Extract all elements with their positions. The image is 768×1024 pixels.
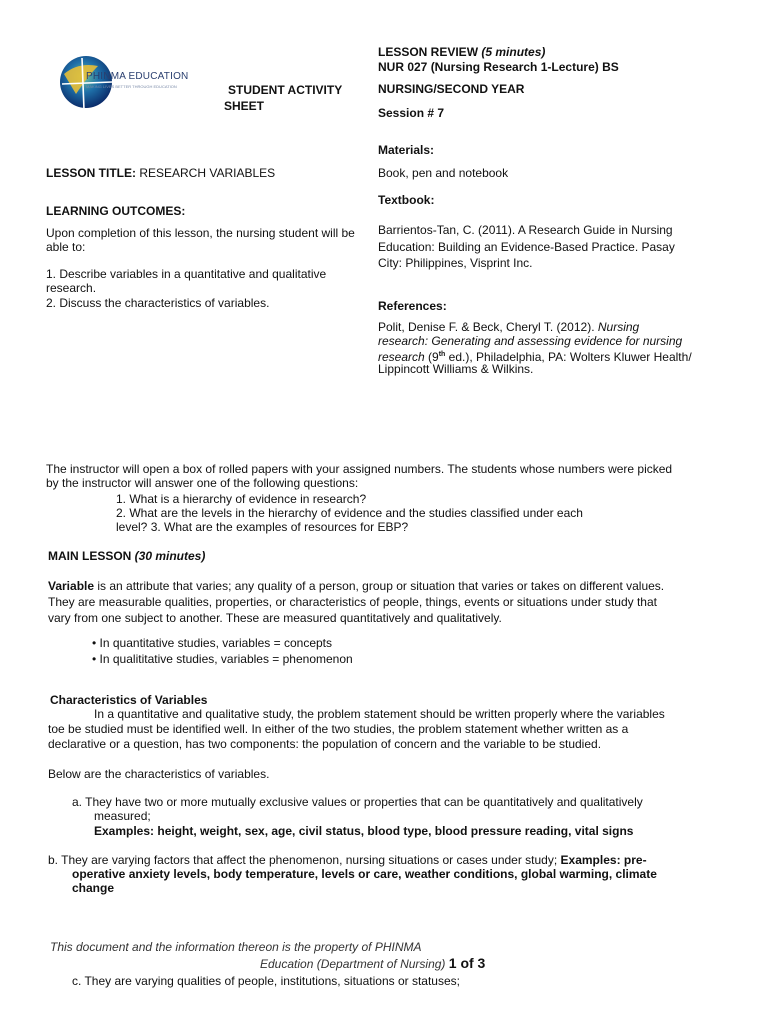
learning-outcomes-heading: LEARNING OUTCOMES:	[46, 204, 186, 218]
main-lesson-heading	[48, 549, 205, 563]
main-lesson-label: MAIN LESSON	[48, 549, 135, 563]
course-line: NUR 027 (Nursing Research 1-Lecture) BS	[378, 60, 619, 74]
year-line: NURSING/SECOND YEAR	[378, 82, 525, 96]
characteristic-b-text: b. They are varying factors that affect the phenomenon, nursing situations or cases under study;	[48, 853, 561, 867]
lesson-title-value: RESEARCH VARIABLES	[136, 166, 276, 180]
logo-tagline: MAKING LIVES BETTER THROUGH EDUCATION	[86, 84, 177, 89]
characteristic-b-examples: Examples: pre-	[560, 853, 647, 867]
characteristic-c: c. They are varying qualities of people, institutions, situations or statuses;	[72, 974, 460, 988]
sheet-title-line2: SHEET	[224, 99, 265, 113]
variable-definition: vary from one subject to another. These are measured quantitatively and qualitatively.	[48, 611, 502, 625]
lesson-title	[46, 166, 275, 180]
lesson-review-time: (5 minutes)	[481, 45, 546, 59]
characteristic-a: measured;	[94, 809, 151, 823]
lesson-title-label: LESSON TITLE:	[46, 166, 136, 180]
characteristic-a: a. They have two or more mutually exclusive values or properties that can be quantitatively and qualitatively	[72, 795, 643, 809]
outcomes-intro: Upon completion of this lesson, the nursing student will be	[46, 226, 355, 240]
materials-value: Book, pen and notebook	[378, 166, 509, 180]
textbook-heading: Textbook:	[378, 193, 435, 207]
outcome-item: research.	[46, 281, 97, 295]
variable-text: is an attribute that varies; any quality of a person, group or situation that varies or takes on different values.	[94, 579, 665, 593]
characteristic-a-examples: Examples: height, weight, sex, age, civil status, blood type, blood pressure reading, vital signs	[94, 824, 634, 838]
reference-line: research: Generating and assessing evidence for nursing	[378, 334, 683, 348]
session-line: Session # 7	[378, 106, 445, 120]
characteristics-text: declarative or a question, has two components: the population of concern and the variable to be studied.	[48, 737, 602, 751]
reference-line	[378, 320, 639, 334]
bullet-item: • In quantitative studies, variables = concepts	[92, 636, 333, 650]
characteristics-text: toe be studied must be identified well. In either of the two studies, the problem statement whether written as a	[48, 722, 629, 736]
characteristic-b	[48, 853, 647, 867]
reference-line: Lippincott Williams & Wilkins.	[378, 362, 534, 376]
characteristic-b-examples: operative anxiety levels, body temperature, levels or care, weather conditions, global warming, climate	[72, 867, 657, 881]
footer-note-text: Education (Department of Nursing)	[260, 957, 449, 971]
review-text: The instructor will open a box of rolled papers with your assigned numbers. The students whose numbers were picked	[46, 462, 673, 476]
review-question: level? 3. What are the examples of resources for EBP?	[116, 520, 409, 534]
variable-term: Variable	[48, 579, 95, 593]
reference-sup: th	[438, 351, 446, 358]
logo-text: PHINMA EDUCATION	[86, 71, 189, 82]
reference-text: research	[378, 350, 425, 364]
variable-definition: They are measurable qualities, properties, or characteristics of people, things, events or situations under study that	[48, 595, 657, 609]
textbook-line: City: Philippines, Visprint Inc.	[378, 256, 533, 270]
review-question: 1. What is a hierarchy of evidence in research?	[116, 492, 367, 506]
review-question: 2. What are the levels in the hierarchy of evidence and the studies classified under each	[116, 506, 583, 520]
footer-note-line2	[260, 956, 485, 971]
outcome-item: 2. Discuss the characteristics of variables.	[46, 296, 270, 310]
outcome-item: 1. Describe variables in a quantitative and qualitative	[46, 267, 327, 281]
references-heading: References:	[378, 299, 447, 313]
bullet-item: • In qualititative studies, variables = phenomenon	[92, 652, 353, 666]
reference-text: (9	[424, 350, 439, 364]
materials-heading: Materials:	[378, 143, 435, 157]
textbook-line: Barrientos-Tan, C. (2011). A Research Guide in Nursing	[378, 223, 673, 237]
characteristics-text: In a quantitative and qualitative study, the problem statement should be written properly where the variables	[94, 707, 665, 721]
characteristic-b-examples: change	[72, 881, 115, 895]
reference-text: ed.), Philadelphia, PA: Wolters Kluwer Health/	[445, 350, 692, 364]
textbook-line: Education: Building an Evidence-Based Practice. Pasay	[378, 240, 675, 254]
characteristics-intro: Below are the characteristics of variables.	[48, 767, 270, 781]
reference-text: Nursing	[597, 320, 640, 334]
characteristics-heading: Characteristics of Variables	[50, 693, 208, 707]
sheet-title-line1: STUDENT ACTIVITY	[228, 83, 343, 97]
footer-note: This document and the information thereon is the property of PHINMA	[50, 940, 422, 954]
reference-text: Polit, Denise F. & Beck, Cheryl T. (2012).	[378, 320, 598, 334]
variable-definition	[48, 579, 664, 593]
page-number: 1 of 3	[448, 955, 486, 971]
lesson-review-line	[378, 45, 545, 59]
main-lesson-time: (30 minutes)	[134, 549, 206, 563]
review-text: by the instructor will answer one of the following questions:	[46, 476, 359, 490]
outcomes-intro: able to:	[46, 240, 86, 254]
lesson-review-label: LESSON REVIEW	[378, 45, 479, 59]
